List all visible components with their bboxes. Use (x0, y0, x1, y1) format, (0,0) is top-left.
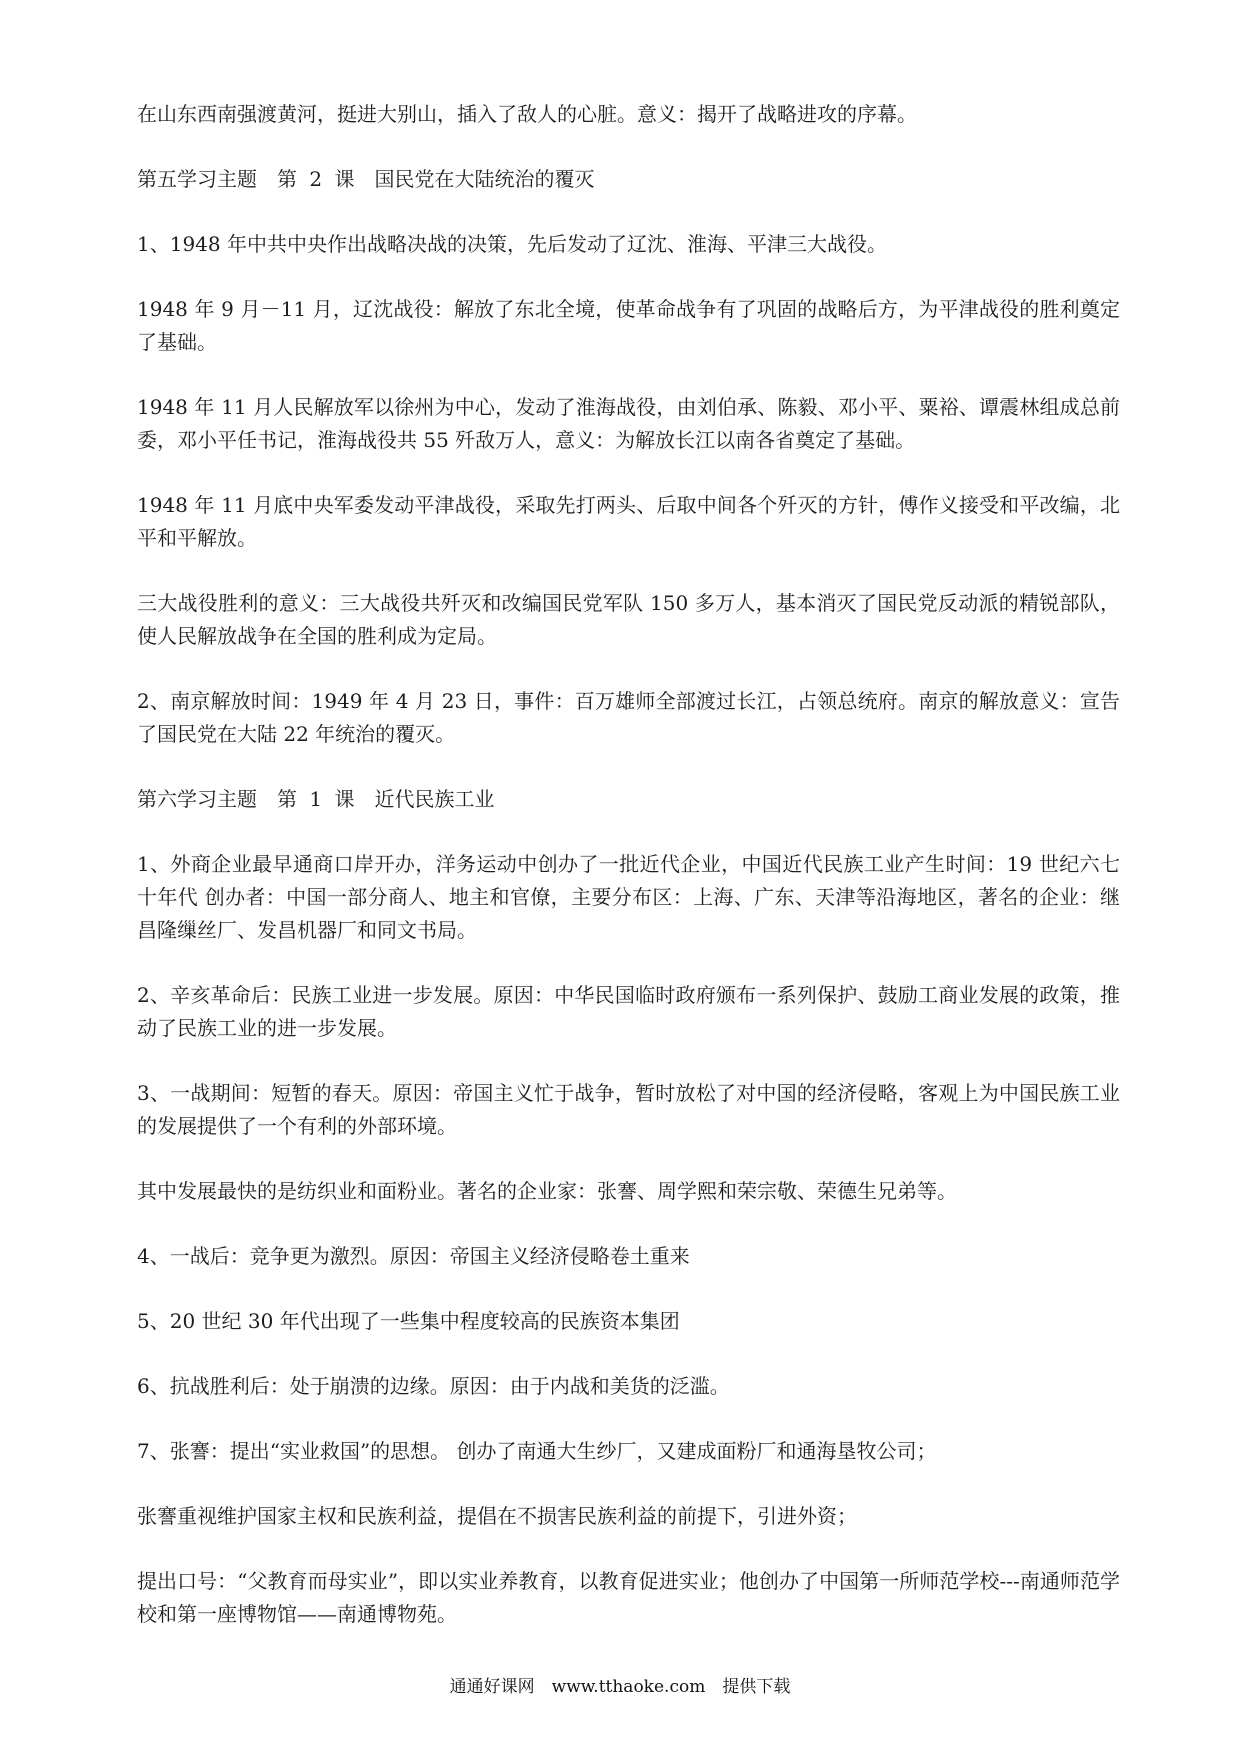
paragraph: 三大战役胜利的意义：三大战役共歼灭和改编国民党军队 150 多万人，基本消灭了国民党反动派的精锐部队，使人民解放战争在全国的胜利成为定局。 (137, 591, 1120, 648)
paragraph: 4、一战后：竞争更为激烈。原因：帝国主义经济侵略卷土重来 (137, 1244, 690, 1268)
page-footer: 通通好课网 www.tthaoke.com 提供下载 (449, 1677, 791, 1697)
paragraph: 6、抗战胜利后：处于崩溃的边缘。原因：由于内战和美货的泛滥。 (137, 1374, 730, 1398)
paragraph: 3、一战期间：短暂的春天。原因：帝国主义忙于战争，暂时放松了对中国的经济侵略，客观上为中国民族工业的发展提供了一个有利的外部环境。 (137, 1081, 1120, 1138)
paragraph: 张謇重视维护国家主权和民族利益，提倡在不损害民族利益的前提下，引进外资； (137, 1504, 857, 1528)
lesson-heading: 第五学习主题 第 2 课 国民党在大陆统治的覆灭 (137, 167, 595, 191)
paragraph: 1、外商企业最早通商口岸开办，洋务运动中创办了一批近代企业，中国近代民族工业产生时间：19 世纪六七十年代 创办者：中国一部分商人、地主和官僚，主要分布区：上海、广东、天津等沿海地区，著名的企业：继昌隆缫丝厂、发昌机器厂和同文书局。 (137, 852, 1120, 942)
paragraph: 1948 年 11 月人民解放军以徐州为中心，发动了淮海战役，由刘伯承、陈毅、邓小平、粟裕、谭震林组成总前委，邓小平任书记，淮海战役共 55 歼敌万人，意义：为解放长江以南各省奠定了基础。 (137, 395, 1120, 452)
paragraph: 提出口号：“父教育而母实业”，即以实业养教育，以教育促进实业；他创办了中国第一所师范学校---南通师范学校和第一座博物馆——南通博物苑。 (137, 1569, 1120, 1626)
paragraph: 在山东西南强渡黄河，挺进大别山，插入了敌人的心脏。意义：揭开了战略进攻的序幕。 (137, 102, 917, 126)
paragraph: 1、1948 年中共中央作出战略决战的决策，先后发动了辽沈、淮海、平津三大战役。 (137, 232, 887, 256)
paragraph: 2、辛亥革命后：民族工业进一步发展。原因：中华民国临时政府颁布一系列保护、鼓励工商业发展的政策，推动了民族工业的进一步发展。 (137, 983, 1120, 1040)
paragraph: 1948 年 9 月－11 月，辽沈战役：解放了东北全境，使革命战争有了巩固的战略后方，为平津战役的胜利奠定了基础。 (137, 297, 1120, 354)
paragraph: 其中发展最快的是纺织业和面粉业。著名的企业家：张謇、周学熙和荣宗敬、荣德生兄弟等。 (137, 1179, 957, 1203)
lesson-heading: 第六学习主题 第 1 课 近代民族工业 (137, 787, 495, 811)
paragraph: 5、20 世纪 30 年代出现了一些集中程度较高的民族资本集团 (137, 1309, 680, 1333)
paragraph: 2、南京解放时间：1949 年 4 月 23 日，事件：百万雄师全部渡过长江，占领总统府。南京的解放意义：宣告了国民党在大陆 22 年统治的覆灭。 (137, 689, 1120, 746)
paragraph: 7、张謇：提出“实业救国”的思想。 创办了南通大生纱厂，又建成面粉厂和通海垦牧公司； (137, 1439, 937, 1463)
paragraph: 1948 年 11 月底中央军委发动平津战役，采取先打两头、后取中间各个歼灭的方针，傅作义接受和平改编，北平和平解放。 (137, 493, 1120, 550)
